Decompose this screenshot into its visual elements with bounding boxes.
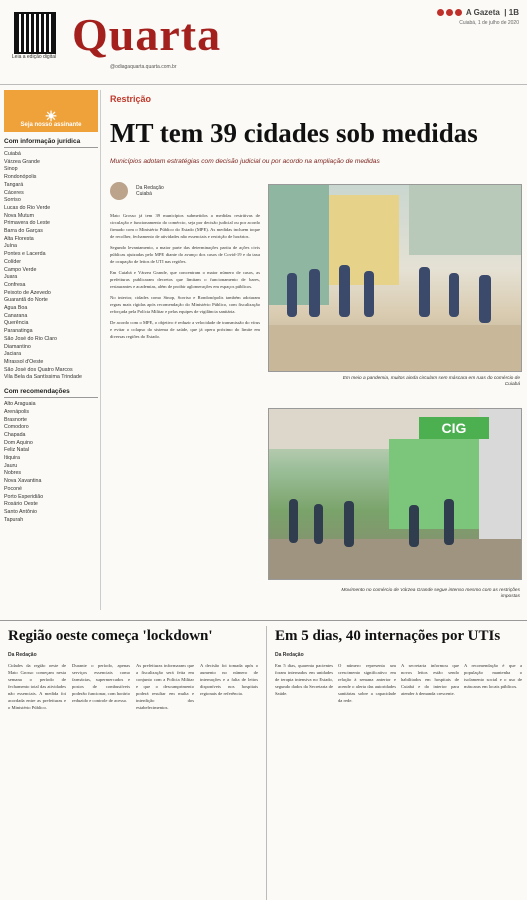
sidebar-item: Jaciara [4,351,22,358]
story-right-col-4 [464,662,522,898]
paragraph: A recomendação é que a população mantenha o isolamento social e o uso de máscaras em locais públicos. [464,663,522,689]
story-right-col-3 [401,662,459,898]
sidebar-item: Primavera do Leste [4,220,50,227]
sidebar-item: Canarana [4,312,28,319]
sidebar-section-title: Com recomendações [4,388,98,398]
paragraph: A decisão foi tomada após o aumento no número de internações e a falta de leitos disponíveis nos hospitais regionais de referência. [200,663,258,696]
sidebar-list [4,401,98,524]
paragraph: O número representa um crescimento significativo em relação à semana anterior e acende o alerta das autoridades sanitárias sobre a capacidade da rede. [338,663,396,703]
sidebar-item: São José do Rio Claro [4,335,57,342]
paragraph: No interior, cidades como Sinop, Sorriso e Rondonópolis também adotaram regras mais rígidas após recomendação do Ministério Público, com fiscalização reforçada pela Polícia Militar e pelas equipes de vigilância sanitária. [110,295,260,314]
sidebar-section-title: Com informação jurídica [4,138,98,148]
brand-bar: A Gazeta | 1B [437,8,519,17]
article-headline: MT tem 39 cidades sob medidas [110,118,478,148]
sidebar-item: Jauru [4,462,18,469]
sidebar-item: Sorriso [4,197,21,204]
paragraph: Segundo levantamento, a maior parte das determinações partiu de ações civis públicas ajuizadas pelo MPE diante do avanço dos casos de Covid-19 e da taxa de ocupação de leitos de UTI nas regiões. [110,245,260,264]
sidebar-item: Juína [4,243,17,250]
byline [110,182,260,200]
byline-text [136,185,164,197]
article-photo-shops [268,408,522,580]
shop-sign: CIG [419,417,489,439]
masthead-title: Quarta [72,9,222,60]
story-left-headline: Região oeste começa 'lockdown' [8,628,213,644]
sun-icon: ☀ [44,108,58,124]
paragraph: De acordo com o MPE, o objetivo é reduzir a velocidade de transmissão do vírus e evitar o colapso do sistema de saúde, que já opera próximo do limite em diversas regiões do Estado. [110,320,260,339]
paragraph: As prefeituras informaram que a fiscalização será feita em conjunto com a Polícia Militar e que o descumprimento poderá resultar em multa e interdição dos estabelecimentos. [136,663,194,710]
sidebar-item: Vila Bela da Santíssima Trindade [4,374,82,381]
street-scene-image [269,185,521,371]
page-number: 1B [508,8,519,17]
section-rule [0,620,527,621]
masthead-rule [0,84,527,85]
paragraph: Mato Grosso já tem 39 municípios submetidos a medidas restritivas de circulação e funcionamento do comércio, seja por decisão judicial ou por acordo firmado com o Ministério Público do Estado (MPE). As medidas incluem toque de recolher, fechamento de atividades não essenciais e restrição de horários. [110,213,260,239]
sidebar-item: Paranatinga [4,328,33,335]
sidebar-item: Feliz Natal [4,447,30,454]
sidebar-item: Diamantino [4,343,31,350]
sidebar-item: Querência [4,320,29,327]
paragraph: Durante o período, apenas serviços essenciais como farmácias, supermercados e postos de combustíveis poderão funcionar, com horário reduzido e controle de acesso. [72,663,130,703]
author-name: Da Redação [136,185,164,192]
sidebar-item: Rondonópolis [4,174,37,181]
sidebar-item: Dom Aquino [4,439,33,446]
sidebar-item: Mirassol d'Oeste [4,358,44,365]
sidebar-item: Guarantã do Norte [4,297,48,304]
sidebar-item: Chapada [4,431,26,438]
paragraph: Cidades da região oeste de Mato Grosso começam nesta semana o período de fechamento total das atividades não essenciais. A medida foi acordada entre as prefeituras e o Ministério Público. [8,663,66,710]
sidebar-item: Peixoto de Azevedo [4,289,51,296]
paragraph: Em Cuiabá e Várzea Grande, que concentram o maior número de casos, as prefeituras publicaram decretos que limitam o funcionamento de bares, restaurantes e academias, além de proibir aglomerações em espaços públicos. [110,270,260,289]
brand-logo-icon [437,8,464,17]
story-left-col-3 [136,662,194,898]
story-left-col-2 [72,662,130,898]
sidebar-item: Nova Xavantina [4,478,42,485]
qr-code [14,12,56,54]
sidebar [4,90,98,524]
sidebar-item: Tangará [4,181,24,188]
article-subhead: Municípios adotam estratégias com decisão judicial ou por acordo na ampliação de medidas [110,158,380,165]
photo-caption: Em meio a pandemia, muitos ainda circulam sem máscara em ruas do comércio de Cuiabá [342,376,520,387]
story-right-credit: Da Redação [275,652,304,658]
promo-label: Seja nosso assinante [20,122,82,128]
sidebar-list [4,151,98,382]
sidebar-divider [100,90,101,610]
issue-date: Cuiabá, 1 de julho de 2020 [459,20,519,26]
sidebar-item: Santo Antônio [4,508,37,515]
sidebar-item: Brasnorte [4,416,27,423]
sidebar-item: Rosário Oeste [4,501,38,508]
sidebar-item: Campo Verde [4,266,37,273]
story-right-col-2 [338,662,396,898]
article-photo-street [268,184,522,372]
sidebar-item: Várzea Grande [4,158,40,165]
author-role: Cuiabá [136,191,152,198]
promo-box[interactable] [4,90,98,132]
story-left-credit: Da Redação [8,652,37,658]
sidebar-item: Comodoro [4,424,29,431]
paragraph: A secretaria informou que novos leitos estão sendo habilitados em hospitais de Cuiabá e do interior para atender à demanda crescente. [401,663,459,696]
sidebar-item: Alto Araguaia [4,401,36,408]
story-left-col-4 [200,662,258,898]
sidebar-item: Itiquira [4,455,20,462]
sidebar-item: Confresa [4,281,26,288]
sidebar-item: Nobres [4,470,22,477]
sidebar-item: Poconé [4,485,22,492]
brand-name: A Gazeta [465,8,500,17]
paragraph: Em 5 dias, quarenta pacientes foram internados em unidades de terapia intensiva no Estado, segundo dados da Secretaria de Saúde. [275,663,333,696]
photo-caption: Movimento no comércio de Várzea Grande segue intenso mesmo com as restrições impostas [341,588,520,599]
story-right-headline: Em 5 dias, 40 internações por UTIs [275,628,501,644]
sidebar-item: Nova Mutum [4,212,35,219]
sidebar-item: Porto Esperidião [4,493,44,500]
masthead-tagline: @odiagaquarta.quarta.com.br [110,64,177,70]
article-kicker: Restrição [110,94,152,104]
sidebar-item: Colíder [4,258,22,265]
sidebar-item: Sinop [4,166,18,173]
sidebar-item: Pontes e Lacerda [4,251,46,258]
sidebar-item: Cuiabá [4,151,21,157]
sidebar-item: Barra do Garças [4,228,43,235]
sidebar-item: São José dos Quatro Marcos [4,366,73,373]
qr-caption: Leia a edição digital [11,54,57,60]
sidebar-item: Lucas do Rio Verde [4,204,51,211]
sidebar-item: Arenápolis [4,408,30,415]
story-left-col-1 [8,662,66,898]
avatar [110,182,128,200]
column-divider [266,626,267,900]
sidebar-item: Tapurah [4,516,24,523]
article-body [110,212,260,344]
sidebar-item: Cáceres [4,189,24,196]
sidebar-item: Juara [4,274,18,281]
sidebar-item: Alta Floresta [4,235,34,242]
sidebar-item: Água Boa [4,305,28,312]
story-right-col-1 [275,662,333,898]
